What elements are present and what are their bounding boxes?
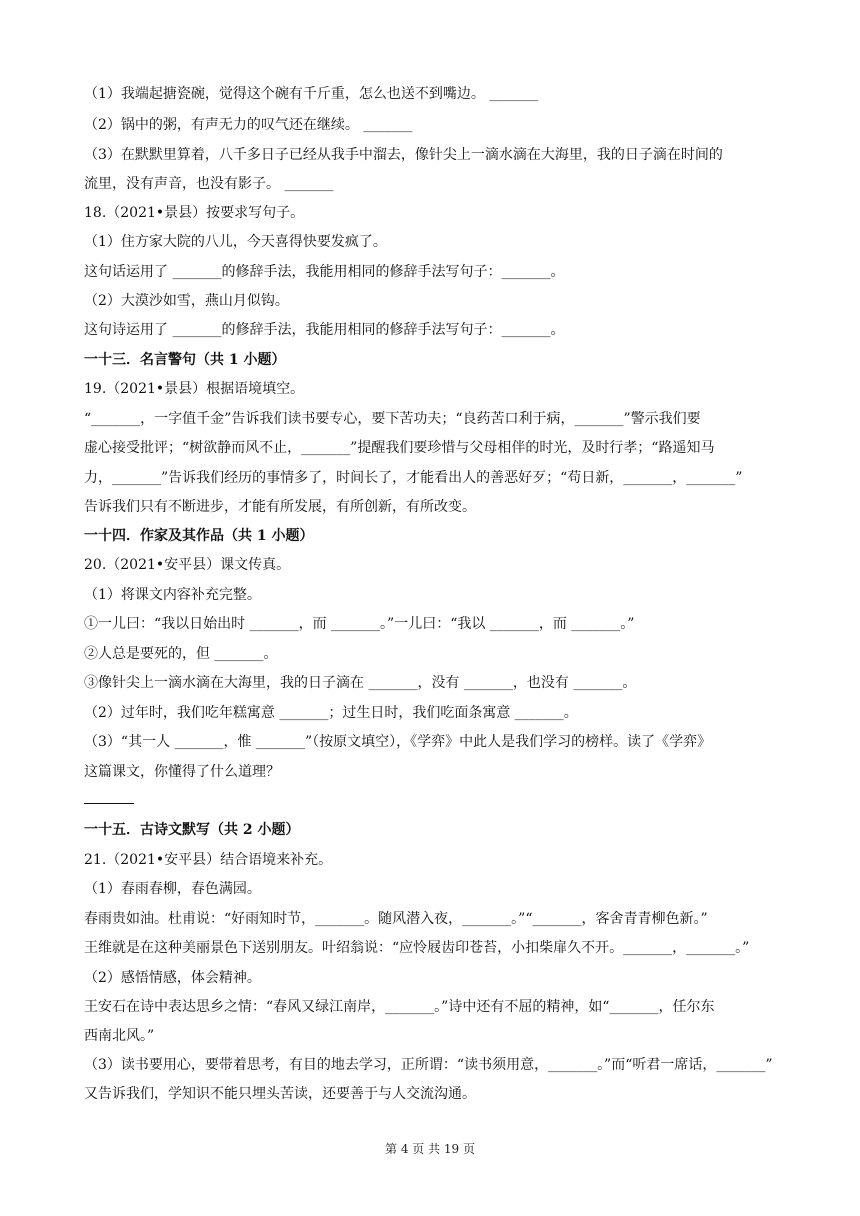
q18-item-1-task: 这句话运用了 _______的修辞手法，我能用相同的修辞手法写句子：_______。 [84,264,565,280]
page-footer: 第 4 页 共 19 页 [385,1142,475,1156]
q19-line-1: “_______，一字值千金”告诉我们读书要专心，要下苦功夫；“良药苦口利于病，_______”警示我们要 [84,411,701,427]
section-heading-15: 一十五．古诗文默写（共 2 小题） [84,822,300,838]
q20-title: 20.（2021•安平县）课文传真。 [84,557,291,573]
q17-item-1: （1）我端起搪瓷碗，觉得这个碗有千斤重，怎么也送不到嘴边。 _______ [84,86,539,102]
q21-part-2-line-1: 王安石在诗中表达思乡之情：“春风又绿江南岸，_______。”诗中还有不屈的精神，如“_______，任尔东 [84,999,715,1015]
q20-part-1: （1）将课文内容补充完整。 [84,587,261,603]
q20-part-3: （3）“其一人 _______，惟 _______”（按原文填空），《学弈》中此人是我们学习的榜样。读了《学弈》 [84,734,712,750]
q21-part-3-cont: 又告诉我们，学知识不能只埋头苦读，还要善于与人交流沟通。 [84,1086,476,1102]
q18-item-2-task: 这句诗运用了 _______的修辞手法，我能用相同的修辞手法写句子：_______。 [84,322,565,338]
q17-item-3-cont: 流里，没有声音，也没有影子。 _______ [84,176,334,192]
q21-title: 21.（2021•安平县）结合语境来补充。 [84,852,333,868]
q21-part-1-line-1: 春雨贵如油。杜甫说：“好雨知时节，_______。随风潜入夜，_______。”“_______，客舍青青柳色新。” [84,911,708,927]
q17-item-2: （2）锅中的粥，有声无力的叹气还在继续。 _______ [84,117,413,133]
q21-part-2-line-2: 西南北风。” [84,1028,155,1044]
q19-line-2: 虚心接受批评；“树欲静而风不止，_______”提醒我们要珍惜与父母相伴的时光，及时行孝；“路遥知马 [84,440,715,456]
q20-part-3-cont: 这篇课文，你懂得了什么道理？ [84,764,280,780]
q18-item-2: （2）大漠沙如雪，燕山月似钩。 [84,293,289,309]
answer-blank [84,803,134,804]
q19-line-3: 力，_______”告诉我们经历的事情多了，时间长了，才能看出人的善恶好歹；“苟日新，_______，_______” [84,470,743,486]
q20-part-2: （2）过年时，我们吃年糕寓意 _______；过生日时，我们吃面条寓意 _______。 [84,705,578,721]
section-heading-14: 一十四．作家及其作品（共 1 小题） [84,528,314,544]
q21-part-2: （2）感悟情感，体会精神。 [84,970,261,986]
q21-part-3: （3）读书要用心，要带着思考，有目的地去学习，正所谓：“读书须用意，_______。”而“听君一席话，_______” [84,1057,773,1073]
q17-item-3: （3）在默默里算着，八千多日子已经从我手中溜去，像针尖上一滴水滴在大海里，我的日子滴在时间的 [84,147,723,163]
q19-title: 19.（2021•景县）根据语境填空。 [84,381,305,397]
q18-item-1: （1）住方家大院的八儿，今天喜得快要发疯了。 [84,234,387,250]
q21-part-1: （1）春雨春柳，春色满园。 [84,881,261,897]
section-heading-13: 一十三．名言警句（共 1 小题） [84,352,286,368]
q18-title: 18.（2021•景县）按要求写句子。 [84,205,305,221]
q21-part-1-line-2: 王维就是在这种美丽景色下送别朋友。叶绍翁说：“应怜屐齿印苍苔，小扣柴扉久不开。_______，_______。” [84,940,750,956]
q20-part-1-c: ③像针尖上一滴水滴在大海里，我的日子滴在 _______，没有 _______，也没有 _______。 [84,675,637,691]
q20-part-1-b: ②人总是要死的，但 _______。 [84,646,278,662]
q19-line-4: 告诉我们只有不断进步，才能有所发展，有所创新，有所改变。 [84,499,476,515]
q20-part-1-a: ①一儿曰：“我以日始出时 _______，而 _______。”一儿曰：“我以 _______，而 _______。” [84,616,635,632]
